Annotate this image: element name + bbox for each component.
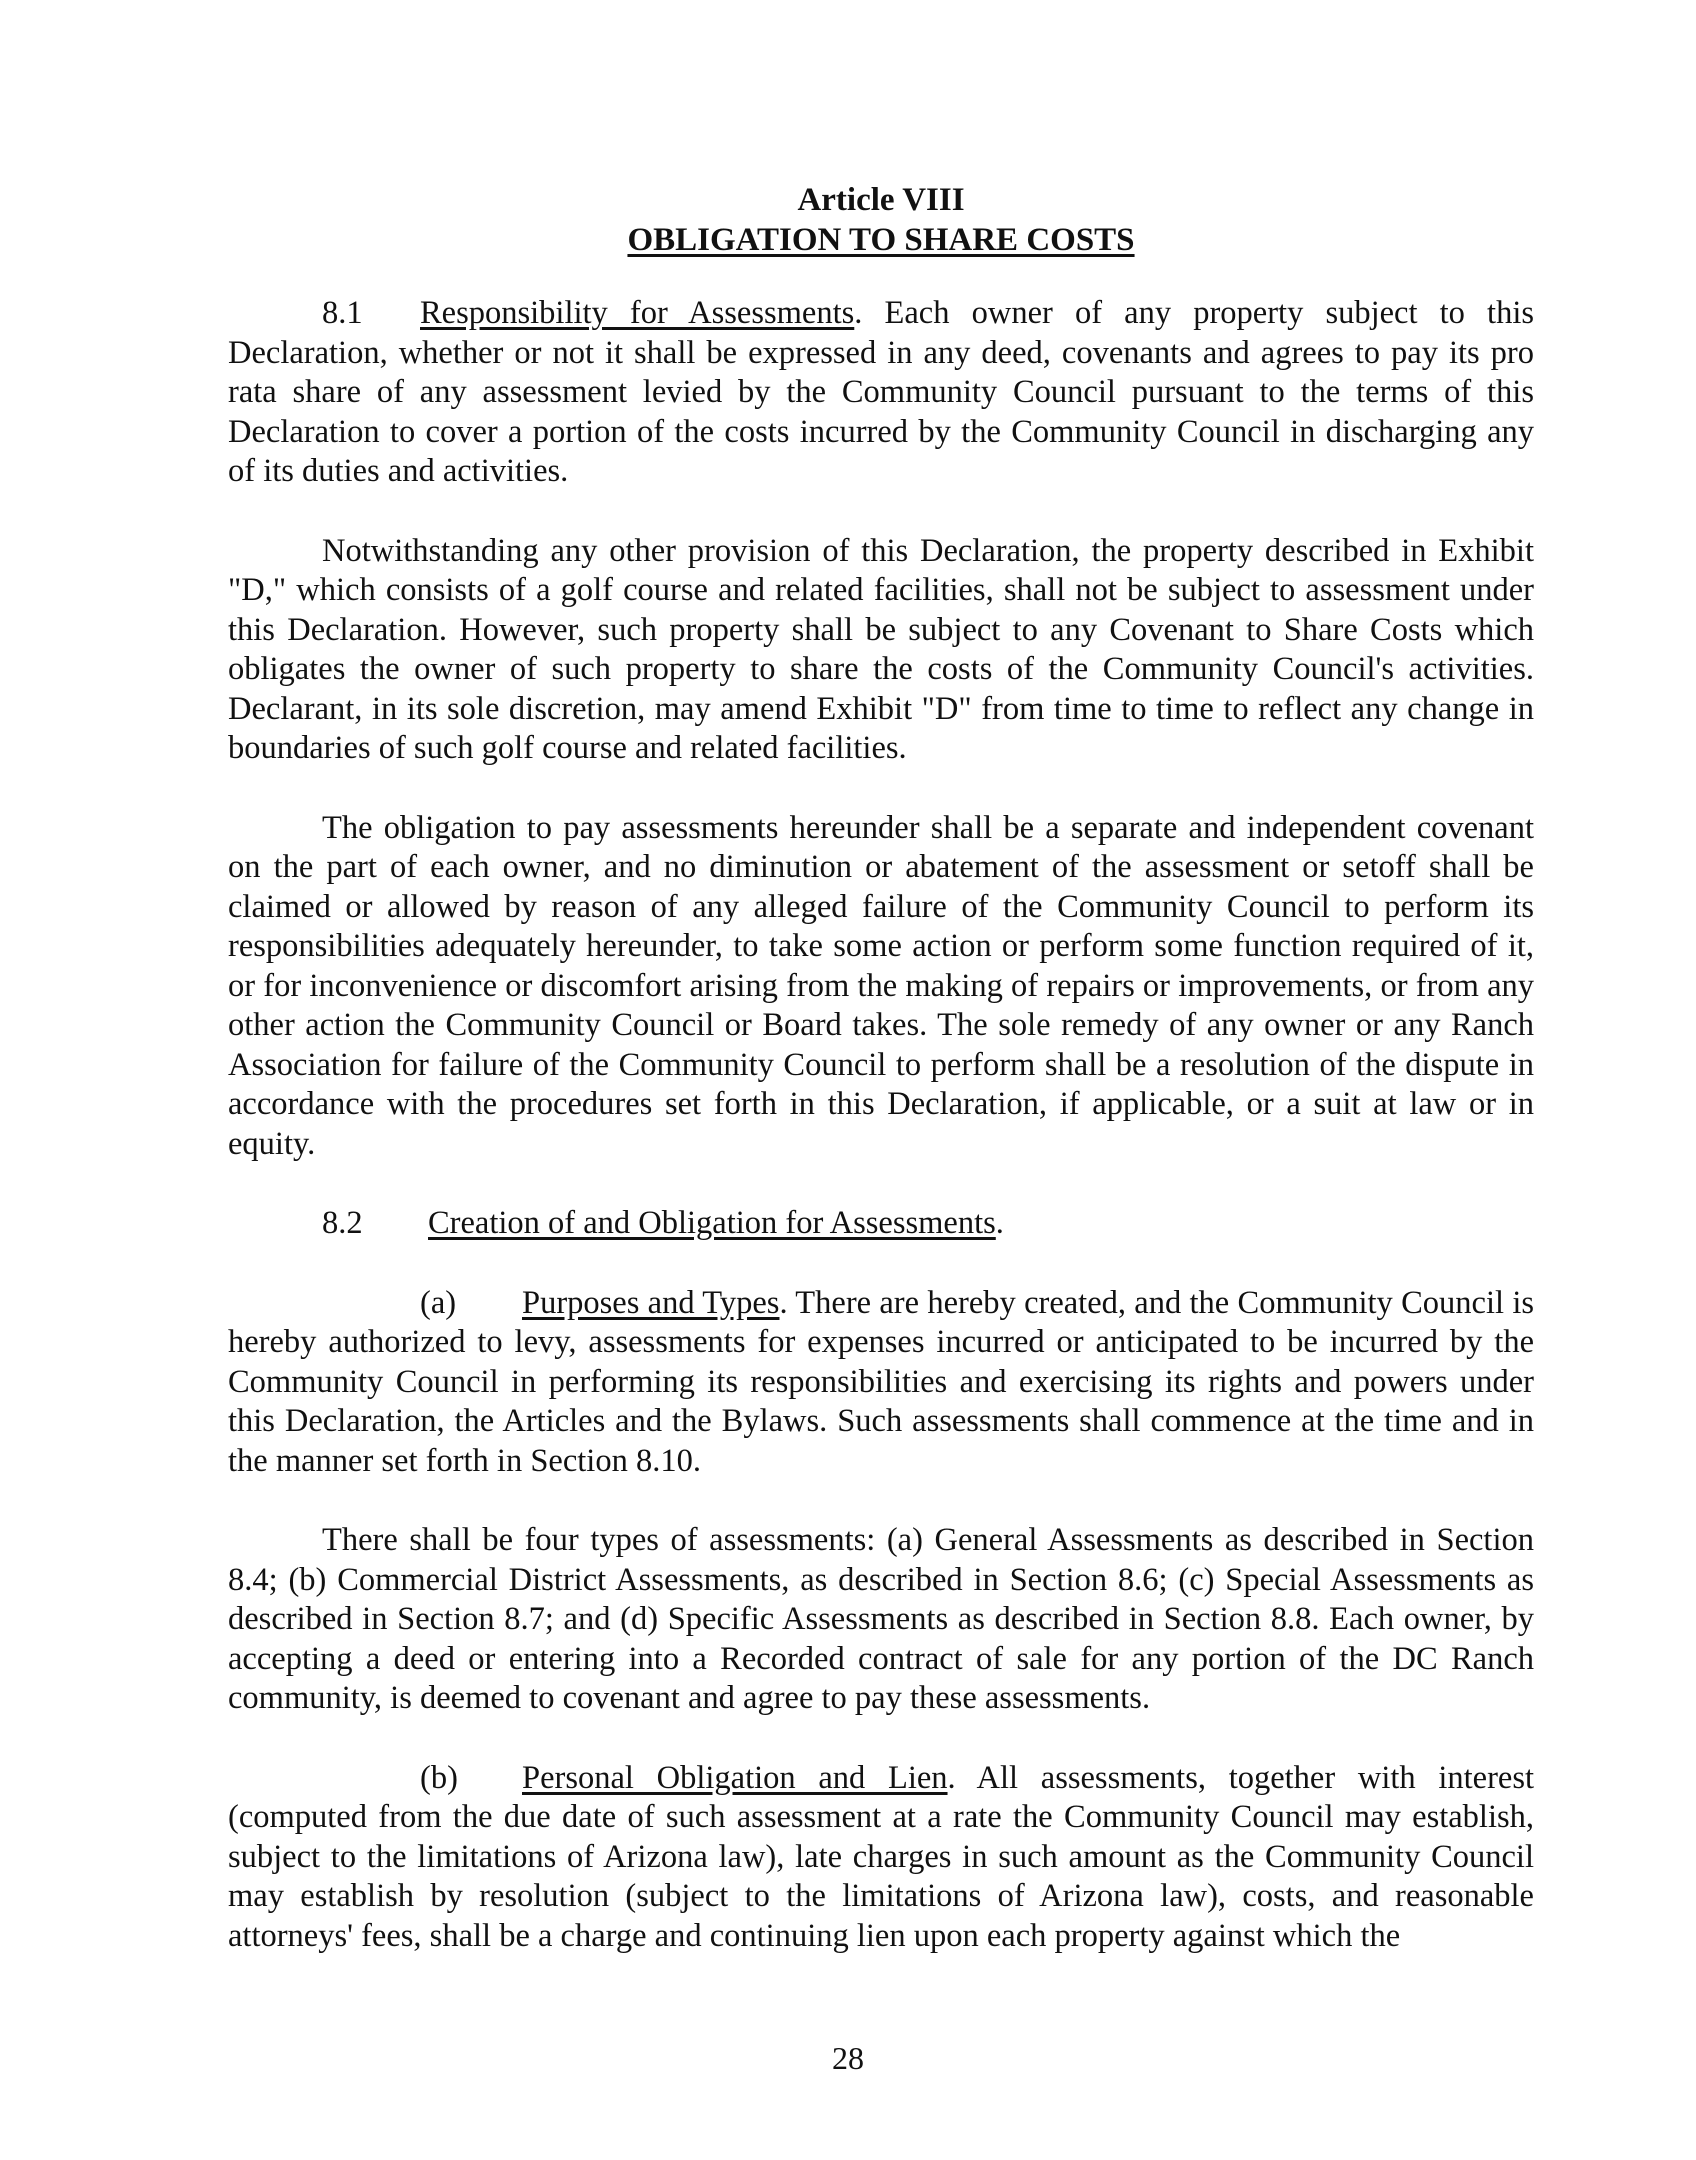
- obligation-paragraph: The obligation to pay assessments hereunder shall be a separate and independent covenant on the part of each owner, and no diminution or abatement of the assessment or setoff shall be claimed or allowed by reason of any alleged failure of the Community Council to perform its responsibilities adequately hereunder, to take some action or perform some function required of it, or for inconvenience or discomfort arising from the making of repairs or improvements, or from any other action the Community Council or Board takes. The sole remedy of any owner or any Ranch Association for failure of the Community Council to perform shall be a resolution of the dispute in accordance with the procedures set forth in this Declaration, if applicable, or a suit at law or in equity.: [228, 809, 1534, 1162]
- section-8-2-title: Creation of and Obligation for Assessments: [428, 1205, 996, 1241]
- subsection-a-text: . There are hereby created, and the Community Council is hereby authorized to levy, assessments for expenses incurred or anticipated to be incurred by the Community Council in performing its responsibilities and exercising its rights and powers under this Declaration, the Articles and the Bylaws. Such assessments shall commence at the time and in the manner set forth in Section 8.10.: [228, 1284, 1534, 1479]
- section-8-1-paragraph: [228, 294, 1534, 492]
- subsection-a-title: Purposes and Types: [522, 1284, 780, 1321]
- article-heading: [228, 180, 1534, 260]
- subsection-b-label: (b): [420, 1759, 458, 1796]
- assessment-types-paragraph: There shall be four types of assessments: (a) General Assessments as described in Section 8.4; (b) Commercial District Assessments, as described in Section 8.6; (c) Special Assessments as described in Section 8.7; and (d) Specific Assessments as described in Section 8.8. Each owner, by accepting a deed or entering into a Recorded contract of sale for any portion of the DC Ranch community, is deemed to covenant and agree to pay these assessments.: [228, 1522, 1534, 1716]
- page-number: 28: [832, 2040, 864, 2076]
- subsection-b-title: Personal Obligation and Lien: [522, 1759, 948, 1796]
- subsection-b-text: . All assessments, together with interest (computed from the due date of such assessment at a rate the Community Council may establish, subject to the limitations of Arizona law), late charges in such amount as the Community Council may establish by resolution (subject to the limitations of Arizona law), costs, and reasonable attorneys' fees, shall be a charge and continuing lien upon each property against which the: [228, 1759, 1535, 1954]
- section-8-2-number: 8.2: [322, 1205, 363, 1241]
- golf-course-paragraph: Notwithstanding any other provision of this Declaration, the property described in Exhibit "D," which consists of a golf course and related facilities, shall not be subject to assessment under this Declaration. However, such property shall be subject to any Covenant to Share Costs which obligates the owner of such property to share the costs of the Community Council's activities. Declarant, in its sole discretion, may amend Exhibit "D" from time to time to reflect any change in boundaries of such golf course and related facilities.: [228, 532, 1534, 766]
- section-8-2-heading: [228, 1204, 1534, 1244]
- section-8-2-period: .: [995, 1205, 1004, 1241]
- subsection-a-label: (a): [420, 1284, 457, 1321]
- section-8-1-title: Responsibility for Assessments: [420, 295, 855, 331]
- document-page: [228, 180, 1534, 1956]
- subsection-a-paragraph: [228, 1284, 1534, 1482]
- section-8-1-text: . Each owner of any property subject to this Declaration, whether or not it shall be expressed in any deed, covenants and agrees to pay its pro rata share of any assessment levied by the Community Council pursuant to the terms of this Declaration to cover a portion of the costs incurred by the Community Council in discharging any of its duties and activities.: [228, 295, 1534, 489]
- subsection-b-paragraph: [228, 1759, 1534, 1957]
- article-number: Article VIII: [797, 182, 965, 218]
- article-title: OBLIGATION TO SHARE COSTS: [627, 222, 1135, 258]
- section-8-1-number: 8.1: [322, 295, 363, 331]
